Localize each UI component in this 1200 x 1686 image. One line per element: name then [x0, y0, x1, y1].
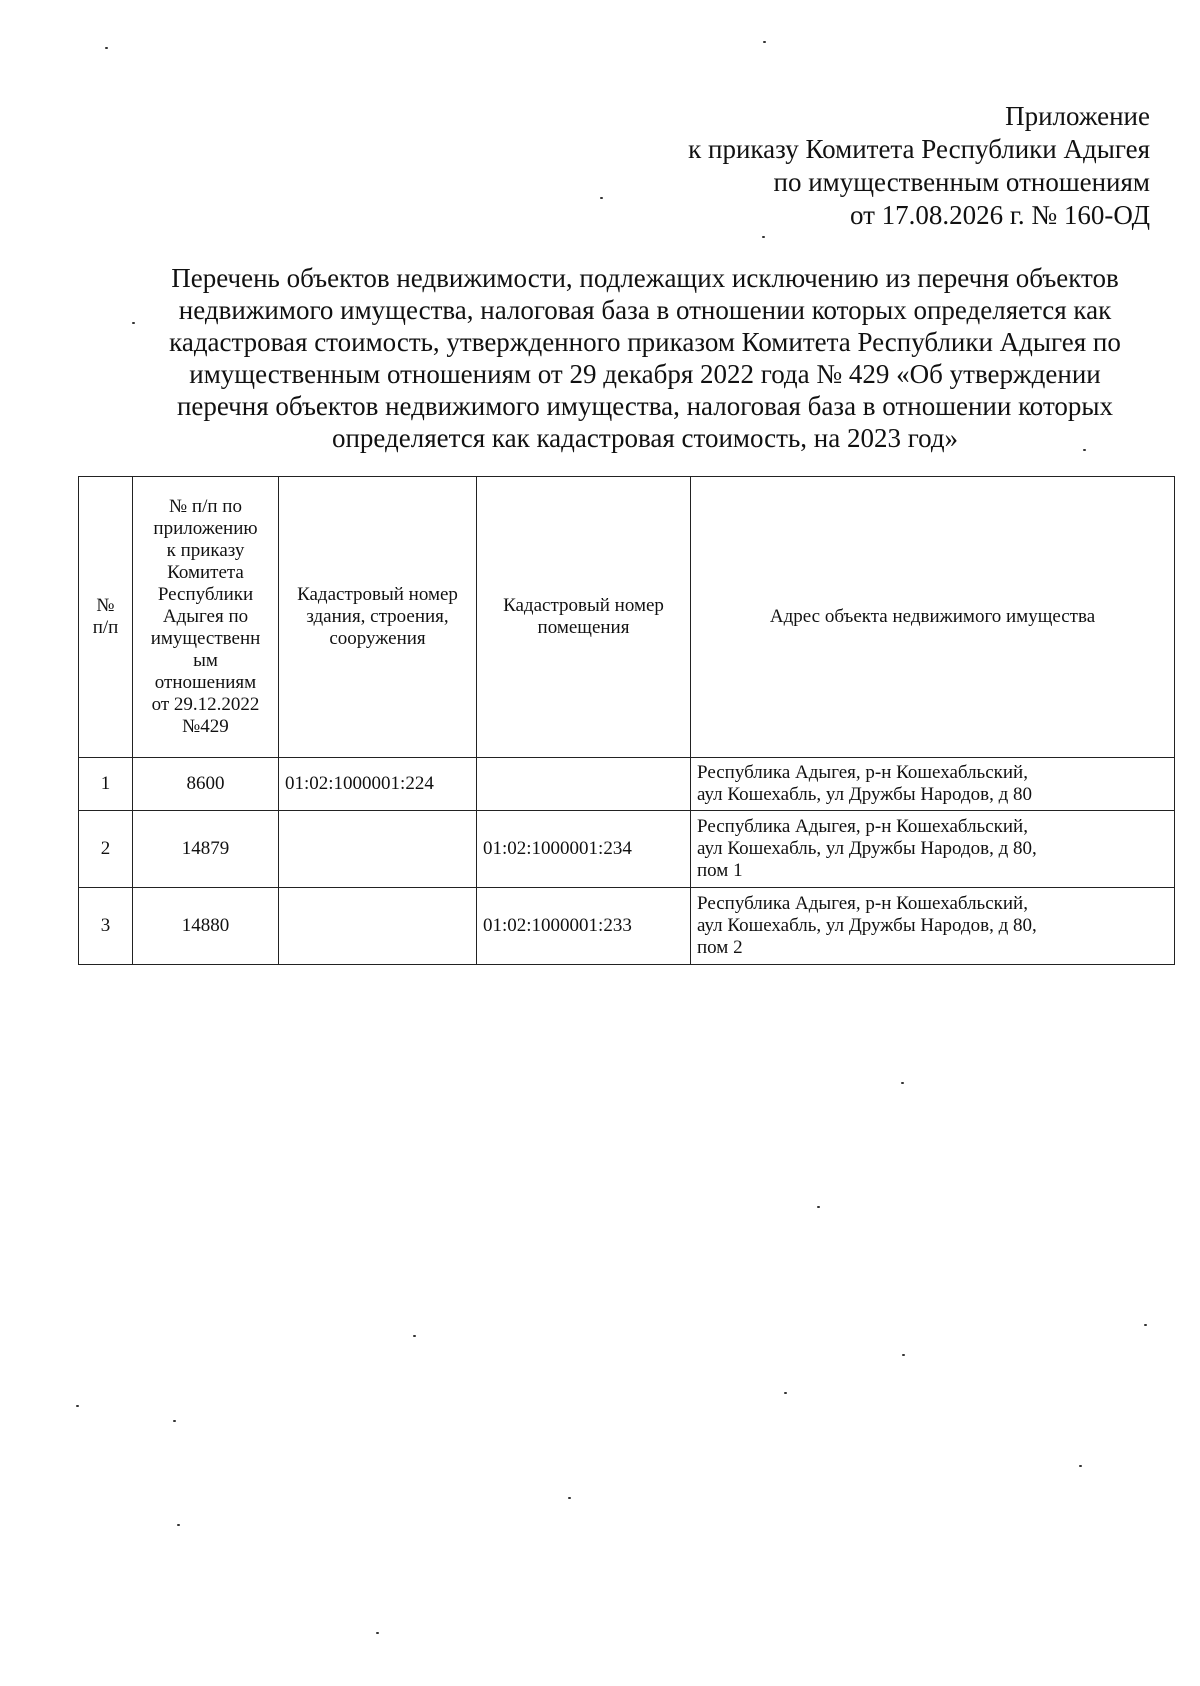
cell-address: Республика Адыгея, р-н Кошехабльский, аул Кошехабль, ул Дружбы Народов, д 80, пом 2 [691, 888, 1175, 965]
appendix-order-ref: к приказу Комитета Республики Адыгея [688, 134, 1150, 164]
heading-line: определяется как кадастровая стоимость, на 2023 год» [331, 423, 959, 453]
scan-speck [1079, 1465, 1082, 1467]
cell-building-cadastral [279, 888, 477, 965]
cell-room-cadastral: 01:02:1000001:234 [477, 811, 691, 888]
scan-speck [173, 1420, 176, 1422]
scan-speck [132, 322, 135, 324]
scan-speck [817, 1206, 820, 1208]
cell-num: 2 [79, 811, 133, 888]
scan-speck [105, 47, 108, 49]
scan-speck [763, 41, 766, 43]
scan-speck [177, 1524, 180, 1526]
objects-table [78, 476, 1175, 965]
scan-speck [76, 1405, 79, 1407]
scan-speck [1144, 1324, 1147, 1326]
scan-speck [600, 197, 603, 199]
heading-line: недвижимого имущества, налоговая база в отношении которых определяется как [178, 295, 1112, 325]
cell-building-cadastral: 01:02:1000001:224 [279, 758, 477, 811]
column-header-num: № п/п [79, 477, 133, 758]
scan-speck [376, 1632, 379, 1634]
table-row [79, 888, 1175, 965]
table-row [79, 758, 1175, 811]
cell-address: Республика Адыгея, р-н Кошехабльский, аул Кошехабль, ул Дружбы Народов, д 80 [691, 758, 1175, 811]
cell-num: 1 [79, 758, 133, 811]
heading-line: Перечень объектов недвижимости, подлежащих исключению из перечня объектов [171, 263, 1119, 293]
table-row [79, 811, 1175, 888]
table-header-row [79, 477, 1175, 758]
column-header-room-cadastral: Кадастровый номер помещения [477, 477, 691, 758]
scan-speck [1083, 449, 1086, 451]
heading-line: перечня объектов недвижимого имущества, налоговая база в отношении которых [176, 391, 1114, 421]
appendix-date-number: от 17.08.2026 г. № 160-ОД [849, 200, 1150, 230]
appendix-title: Приложение [1005, 101, 1150, 131]
document-heading [140, 262, 1150, 454]
column-header-building-cadastral: Кадастровый номер здания, строения, сооружения [279, 477, 477, 758]
heading-line: имущественным отношениям от 29 декабря 2022 года № 429 «Об утверждении [189, 359, 1101, 389]
cell-address: Республика Адыгея, р-н Кошехабльский, аул Кошехабль, ул Дружбы Народов, д 80, пом 1 [691, 811, 1175, 888]
cell-building-cadastral [279, 811, 477, 888]
scan-speck [762, 236, 765, 238]
appendix-block [688, 100, 1150, 232]
heading-line: кадастровая стоимость, утвержденного приказом Комитета Республики Адыгея по [169, 327, 1121, 357]
appendix-department: по имущественным отношениям [773, 167, 1150, 197]
scan-speck [901, 1082, 904, 1084]
scan-speck [568, 1497, 571, 1499]
cell-old-number: 8600 [133, 758, 279, 811]
cell-num: 3 [79, 888, 133, 965]
cell-room-cadastral [477, 758, 691, 811]
scan-speck [784, 1392, 787, 1394]
cell-old-number: 14880 [133, 888, 279, 965]
scan-speck [902, 1354, 905, 1356]
column-header-old-number: № п/п по приложению к приказу Комитета Республики Адыгея по имущественн ым отношениям от 29.12.2022 №429 [133, 477, 279, 758]
cell-room-cadastral: 01:02:1000001:233 [477, 888, 691, 965]
column-header-address: Адрес объекта недвижимого имущества [691, 477, 1175, 758]
cell-old-number: 14879 [133, 811, 279, 888]
scan-speck [413, 1335, 416, 1337]
